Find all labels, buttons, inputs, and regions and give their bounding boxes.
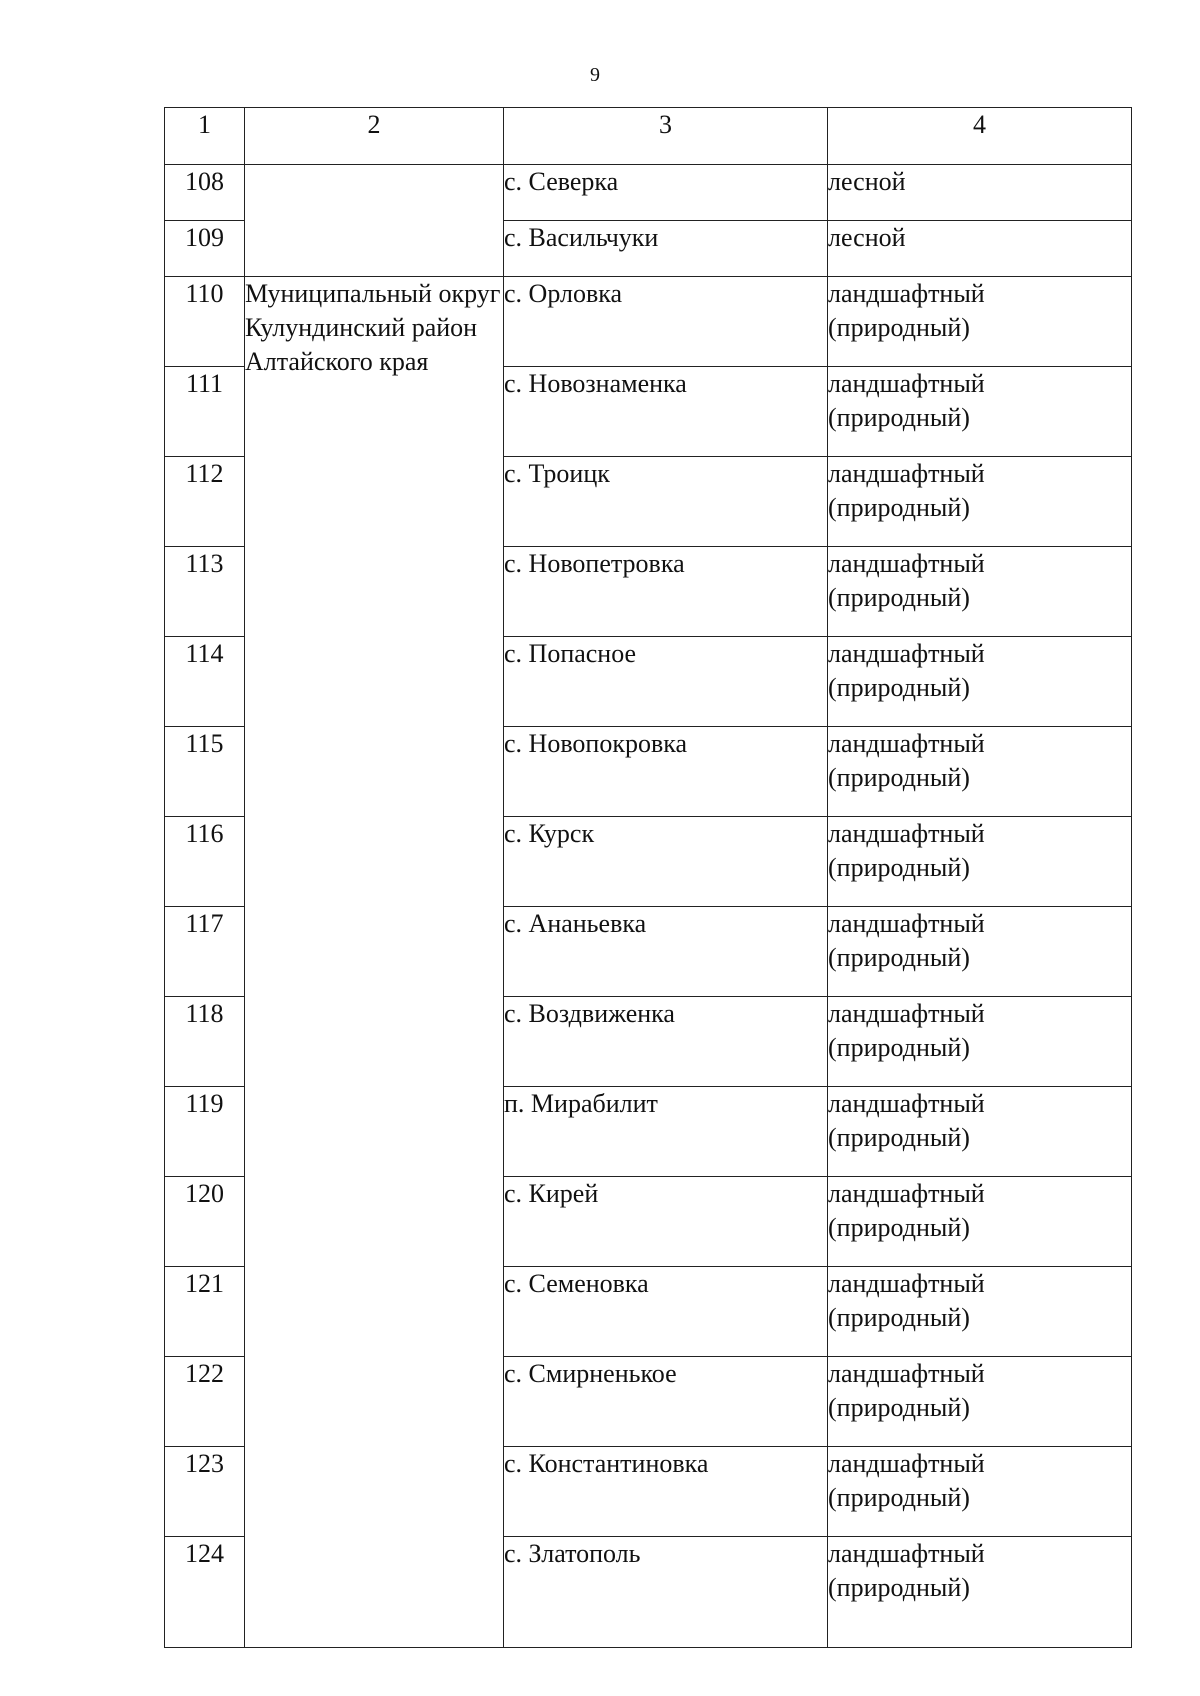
settlement-kind: ландшафтный (природный) [828, 1447, 1132, 1537]
row-number: 124 [165, 1537, 245, 1648]
settlement-name: п. Мирабилит [504, 1087, 828, 1177]
row-number: 109 [165, 221, 245, 277]
row-number: 123 [165, 1447, 245, 1537]
settlement-name: с. Троицк [504, 457, 828, 547]
settlement-name: с. Ананьевка [504, 907, 828, 997]
settlement-kind: ландшафтный (природный) [828, 907, 1132, 997]
row-number: 122 [165, 1357, 245, 1447]
row-number: 119 [165, 1087, 245, 1177]
row-number: 118 [165, 997, 245, 1087]
settlement-name: с. Златополь [504, 1537, 828, 1648]
row-number: 111 [165, 367, 245, 457]
settlement-kind: ландшафтный (природный) [828, 1357, 1132, 1447]
settlement-name: с. Константиновка [504, 1447, 828, 1537]
row-number: 112 [165, 457, 245, 547]
settlement-kind: ландшафтный (природный) [828, 727, 1132, 817]
header-cell: 4 [828, 108, 1132, 165]
settlement-kind: ландшафтный (природный) [828, 457, 1132, 547]
settlement-kind: лесной [828, 165, 1132, 221]
settlement-name: с. Курск [504, 817, 828, 907]
table-header-row [165, 108, 1132, 165]
page-number: 9 [590, 64, 600, 86]
row-number: 108 [165, 165, 245, 221]
settlement-name: с. Семеновка [504, 1267, 828, 1357]
row-number: 115 [165, 727, 245, 817]
settlement-kind: ландшафтный (природный) [828, 1267, 1132, 1357]
settlement-name: с. Новопокровка [504, 727, 828, 817]
district-name: Муниципальный округ Кулундинский район Алтайского края [245, 277, 504, 1648]
row-number: 121 [165, 1267, 245, 1357]
settlements-table [164, 107, 1132, 1648]
row-number: 116 [165, 817, 245, 907]
settlement-name: с. Васильчуки [504, 221, 828, 277]
row-number: 110 [165, 277, 245, 367]
row-number: 117 [165, 907, 245, 997]
table-row [165, 277, 1132, 367]
settlement-kind: ландшафтный (природный) [828, 547, 1132, 637]
settlement-kind: лесной [828, 221, 1132, 277]
district-cell-blank [245, 165, 504, 277]
settlement-name: с. Попасное [504, 637, 828, 727]
row-number: 114 [165, 637, 245, 727]
settlement-kind: ландшафтный (природный) [828, 277, 1132, 367]
settlement-name: с. Кирей [504, 1177, 828, 1267]
settlement-kind: ландшафтный (природный) [828, 817, 1132, 907]
row-number: 120 [165, 1177, 245, 1267]
settlement-kind: ландшафтный (природный) [828, 997, 1132, 1087]
settlement-kind: ландшафтный (природный) [828, 637, 1132, 727]
settlement-kind: ландшафтный (природный) [828, 1087, 1132, 1177]
settlement-name: с. Орловка [504, 277, 828, 367]
header-cell: 3 [504, 108, 828, 165]
settlement-name: с. Северка [504, 165, 828, 221]
settlement-name: с. Смирненькое [504, 1357, 828, 1447]
settlement-name: с. Новопетровка [504, 547, 828, 637]
header-cell: 1 [165, 108, 245, 165]
settlement-kind: ландшафтный (природный) [828, 367, 1132, 457]
header-cell: 2 [245, 108, 504, 165]
settlement-name: с. Новознаменка [504, 367, 828, 457]
row-number: 113 [165, 547, 245, 637]
table-row [165, 165, 1132, 221]
settlement-kind: ландшафтный (природный) [828, 1537, 1132, 1648]
settlement-kind: ландшафтный (природный) [828, 1177, 1132, 1267]
settlement-name: с. Воздвиженка [504, 997, 828, 1087]
